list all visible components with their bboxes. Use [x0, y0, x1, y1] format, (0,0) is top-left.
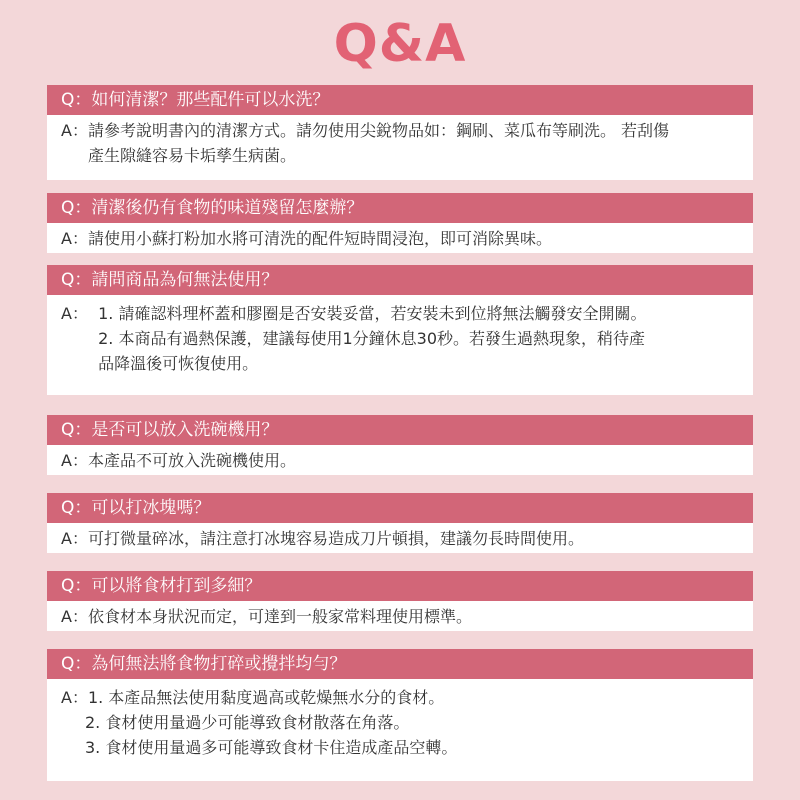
question-bar: Q：清潔後仍有食物的味道殘留怎麼辦？: [47, 193, 753, 223]
answer-line: 1. 本產品無法使用黏度過高或乾燥無水分的食材。: [87, 688, 445, 707]
answer-prefix: A：: [61, 529, 88, 548]
qa-item-not-working: [47, 265, 753, 395]
answer-prefix: A：: [61, 304, 99, 323]
question-bar: Q：為何無法將食物打碎或攪拌均勻？: [47, 649, 753, 679]
question-bar: Q：請問商品為何無法使用？: [47, 265, 753, 295]
answer-line: 請參考說明書內的清潔方式。請勿使用尖銳物品如：鋼刷、菜瓜布等刷洗。 若刮傷: [87, 121, 670, 140]
qa-item-blending: [47, 649, 753, 781]
answer-line: 2. 食材使用量過少可能導致食材散落在角落。: [85, 713, 410, 732]
answer-line: 產生隙縫容易卡垢孳生病菌。: [87, 146, 296, 165]
question-bar: Q：可以打冰塊嗎？: [47, 493, 753, 523]
qa-item-fineness: [47, 571, 753, 631]
qa-item-cleaning: [47, 85, 753, 180]
answer-line: 請使用小蘇打粉加水將可清洗的配件短時間浸泡，即可消除異味。: [87, 229, 552, 248]
answer-box: [47, 523, 753, 553]
question-bar: Q：可以將食材打到多細？: [47, 571, 753, 601]
answer-line: 可打微量碎冰，請注意打冰塊容易造成刀片頓損，建議勿長時間使用。: [87, 529, 584, 548]
answer-line: 品降溫後可恢復使用。: [98, 354, 259, 373]
answer-prefix: A：: [61, 688, 88, 707]
qa-item-ice: [47, 493, 753, 553]
answer-prefix: A：: [61, 607, 88, 626]
qa-item-dishwasher: [47, 415, 753, 475]
answer-box: [47, 445, 753, 475]
answer-prefix: A：: [61, 121, 88, 140]
answer-box: [47, 601, 753, 631]
answer-box: [47, 295, 753, 395]
answer-line: 3. 食材使用量過多可能導致食材卡住造成產品空轉。: [85, 738, 458, 757]
answer-box: [47, 679, 753, 781]
question-bar: Q：如何清潔？那些配件可以水洗？: [47, 85, 753, 115]
answer-line: 依食材本身狀況而定，可達到一般家常料理使用標準。: [87, 607, 472, 626]
page-title: Q&A: [333, 14, 467, 74]
answer-box: [47, 223, 753, 253]
answer-line: 本產品不可放入洗碗機使用。: [87, 451, 296, 470]
question-bar: Q：是否可以放入洗碗機用？: [47, 415, 753, 445]
answer-prefix: A：: [61, 451, 88, 470]
answer-prefix: A：: [61, 229, 88, 248]
answer-line: 2. 本商品有過熱保護，建議每使用1分鐘休息30秒。若發生過熱現象，稍待產: [98, 329, 646, 348]
qa-item-odor: [47, 193, 753, 253]
answer-box: [47, 115, 753, 180]
answer-line: 1. 請確認料理杯蓋和膠圈是否安裝妥當，若安裝未到位將無法觸發安全開關。: [98, 304, 647, 323]
